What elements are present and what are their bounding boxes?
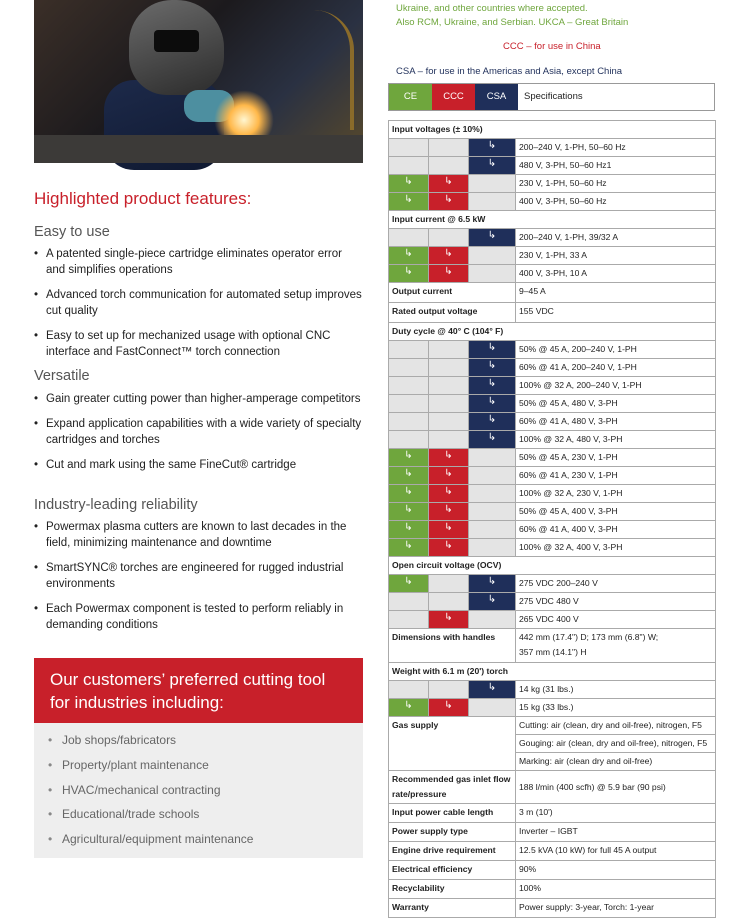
list-item: • HVAC/mechanical contracting: [34, 781, 363, 806]
spec-value: Cutting: air (clean, dry and oil-free), nitrogen, F5: [516, 717, 716, 735]
arrow-icon: ↳: [469, 681, 516, 699]
table-row: [389, 629, 716, 663]
spec-value: [516, 629, 716, 663]
spec-label: Electrical efficiency: [389, 861, 516, 880]
industries-box: [34, 723, 363, 858]
section-title-reliability: Industry-leading reliability: [34, 497, 198, 513]
arrow-icon: ↳: [429, 699, 469, 717]
banner-line-2: for industries including:: [50, 693, 224, 712]
spec-value: Power supply: 3-year, Torch: 1-year: [516, 899, 716, 918]
table-row: [389, 593, 716, 611]
arrow-icon: ↳: [389, 247, 429, 265]
table-row: [389, 539, 716, 557]
arrow-icon: ↳: [469, 229, 516, 247]
spec-value: 100% @ 32 A, 230 V, 1-PH: [516, 485, 716, 503]
arrow-icon: ↳: [429, 175, 469, 193]
versatile-list: [34, 391, 364, 482]
spec-value: 100% @ 32 A, 200–240 V, 1-PH: [516, 377, 716, 395]
table-row: [389, 395, 716, 413]
table-row: [389, 341, 716, 359]
spec-label: Input power cable length: [389, 804, 516, 823]
arrow-icon: ↳: [389, 503, 429, 521]
table-row: [389, 699, 716, 717]
easy-to-use-list: [34, 246, 364, 369]
table-row: [389, 823, 716, 842]
arrow-icon: ↳: [429, 265, 469, 283]
arrow-icon: ↳: [469, 341, 516, 359]
ce-cert-line-1: Ukraine, and other countries where accepted.: [396, 3, 588, 14]
arrow-icon: ↳: [469, 431, 516, 449]
spec-label: Weight with 6.1 m (20') torch: [389, 663, 716, 681]
table-row: [389, 575, 716, 593]
reliability-list: [34, 519, 364, 642]
list-item: • A patented single-piece cartridge eliminates operator error and simplifies operations: [34, 246, 364, 278]
cert-legend: [388, 83, 715, 111]
arrow-icon: ↳: [469, 413, 516, 431]
table-row: [389, 139, 716, 157]
csa-cert-text: CSA – for use in the Americas and Asia, except China: [396, 66, 623, 77]
arrow-icon: ↳: [429, 539, 469, 557]
table-row: [389, 449, 716, 467]
table-row: [389, 880, 716, 899]
spec-label: [389, 771, 516, 804]
specifications-table: [388, 120, 716, 918]
spec-value: 60% @ 41 A, 480 V, 3-PH: [516, 413, 716, 431]
spec-value: 230 V, 1-PH, 33 A: [516, 247, 716, 265]
spec-value: 480 V, 3-PH, 50–60 Hz1: [516, 157, 716, 175]
features-title: Highlighted product features:: [34, 189, 252, 208]
arrow-icon: ↳: [389, 175, 429, 193]
spec-label: Recyclability: [389, 880, 516, 899]
spec-value: 155 VDC: [516, 303, 716, 323]
spec-value: 14 kg (31 lbs.): [516, 681, 716, 699]
arrow-icon: ↳: [389, 193, 429, 211]
spec-label-line: Recommended gas inlet flow: [392, 774, 511, 784]
section-title-versatile: Versatile: [34, 368, 90, 384]
table-row: [389, 157, 716, 175]
arrow-icon: ↳: [429, 611, 469, 629]
legend-specifications: Specifications: [524, 91, 583, 102]
table-row: [389, 681, 716, 699]
spec-label: Open circuit voltage (OCV): [389, 557, 716, 575]
arrow-icon: ↳: [469, 359, 516, 377]
spec-label: Input current @ 6.5 kW: [389, 211, 716, 229]
list-item: • Educational/trade schools: [34, 805, 363, 830]
legend-ce: CE: [389, 84, 432, 110]
spec-label: Dimensions with handles: [389, 629, 516, 663]
industries-list: [34, 723, 363, 855]
table-row: [389, 193, 716, 211]
arrow-icon: ↳: [389, 521, 429, 539]
spec-label-line: rate/pressure: [392, 789, 447, 799]
spec-value: Gouging: air (clean, dry and oil-free), nitrogen, F5: [516, 735, 716, 753]
table-row: [389, 485, 716, 503]
spec-value: 275 VDC 480 V: [516, 593, 716, 611]
spec-label: Duty cycle @ 40° C (104° F): [389, 323, 716, 341]
spec-value: 275 VDC 200–240 V: [516, 575, 716, 593]
table-row: [389, 663, 716, 681]
arrow-icon: ↳: [469, 395, 516, 413]
list-item: • Easy to set up for mechanized usage with optional CNC interface and FastConnect™ torch connection: [34, 328, 364, 360]
arrow-icon: ↳: [389, 467, 429, 485]
spec-value-line: 357 mm (14.1") H: [519, 647, 587, 657]
table-row: [389, 121, 716, 139]
spec-value: 50% @ 45 A, 400 V, 3-PH: [516, 503, 716, 521]
spec-value: 100% @ 32 A, 400 V, 3-PH: [516, 539, 716, 557]
table-row: [389, 521, 716, 539]
spec-value: 12.5 kVA (10 kW) for full 45 A output: [516, 842, 716, 861]
arrow-icon: ↳: [469, 139, 516, 157]
spec-label: Engine drive requirement: [389, 842, 516, 861]
spec-label: Gas supply: [389, 717, 516, 771]
table-row: [389, 771, 716, 804]
spec-value: 200–240 V, 1-PH, 50–60 Hz: [516, 139, 716, 157]
list-item: • Each Powermax component is tested to perform reliably in demanding conditions: [34, 601, 364, 633]
arrow-icon: ↳: [389, 485, 429, 503]
list-item: • Agricultural/equipment maintenance: [34, 830, 363, 855]
spec-value: 200–240 V, 1-PH, 39/32 A: [516, 229, 716, 247]
list-item: • Property/plant maintenance: [34, 756, 363, 781]
table-row: [389, 804, 716, 823]
banner-line-1: Our customers’ preferred cutting tool: [50, 670, 326, 689]
arrow-icon: ↳: [389, 539, 429, 557]
table-row: [389, 861, 716, 880]
arrow-icon: ↳: [469, 157, 516, 175]
section-title-easy-to-use: Easy to use: [34, 224, 110, 240]
legend-csa: CSA: [475, 84, 518, 110]
list-item: • SmartSYNC® torches are engineered for rugged industrial environments: [34, 560, 364, 592]
table-row: [389, 717, 716, 735]
legend-ccc: CCC: [432, 84, 475, 110]
table-row: [389, 359, 716, 377]
list-item: • Expand application capabilities with a wide variety of specialty cartridges and torches: [34, 416, 364, 448]
arrow-icon: ↳: [429, 485, 469, 503]
list-item: • Job shops/fabricators: [34, 731, 363, 756]
ccc-cert-text: CCC – for use in China: [503, 41, 601, 52]
spec-value: 50% @ 45 A, 200–240 V, 1-PH: [516, 341, 716, 359]
spec-label: Output current: [389, 283, 516, 303]
arrow-icon: ↳: [429, 467, 469, 485]
spec-value: 265 VDC 400 V: [516, 611, 716, 629]
table-row: [389, 323, 716, 341]
welder-photo: [34, 0, 363, 163]
spec-label: Rated output voltage: [389, 303, 516, 323]
spec-value: 9–45 A: [516, 283, 716, 303]
industries-banner: [34, 658, 363, 723]
spec-value: 60% @ 41 A, 230 V, 1-PH: [516, 467, 716, 485]
ce-cert-line-2: Also RCM, Ukraine, and Serbian. UKCA – Great Britain: [396, 17, 629, 28]
table-row: [389, 247, 716, 265]
table-row: [389, 303, 716, 323]
table-row: [389, 503, 716, 521]
spec-value: 15 kg (33 lbs.): [516, 699, 716, 717]
table-row: [389, 413, 716, 431]
table-row: [389, 211, 716, 229]
arrow-icon: ↳: [429, 503, 469, 521]
table-row: [389, 283, 716, 303]
table-row: [389, 431, 716, 449]
arrow-icon: ↳: [389, 699, 429, 717]
table-row: [389, 175, 716, 193]
spec-label: Power supply type: [389, 823, 516, 842]
table-row: [389, 899, 716, 918]
spec-value: 50% @ 45 A, 480 V, 3-PH: [516, 395, 716, 413]
arrow-icon: ↳: [429, 193, 469, 211]
list-item: • Cut and mark using the same FineCut® cartridge: [34, 457, 364, 473]
arrow-icon: ↳: [469, 593, 516, 611]
arrow-icon: ↳: [429, 521, 469, 539]
spec-value: Inverter – IGBT: [516, 823, 716, 842]
spec-label: Input voltages (± 10%): [389, 121, 716, 139]
spec-value: 400 V, 3-PH, 10 A: [516, 265, 716, 283]
arrow-icon: ↳: [469, 377, 516, 395]
spec-value-line: 442 mm (17.4") D; 173 mm (6.8") W;: [519, 632, 659, 642]
arrow-icon: ↳: [389, 449, 429, 467]
arrow-icon: ↳: [429, 247, 469, 265]
table-row: [389, 842, 716, 861]
table-row: [389, 557, 716, 575]
spec-value: 50% @ 45 A, 230 V, 1-PH: [516, 449, 716, 467]
list-item: • Advanced torch communication for automated setup improves cut quality: [34, 287, 364, 319]
arrow-icon: ↳: [389, 265, 429, 283]
spec-value: 100% @ 32 A, 480 V, 3-PH: [516, 431, 716, 449]
list-item: • Gain greater cutting power than higher-amperage competitors: [34, 391, 364, 407]
spec-value: 100%: [516, 880, 716, 899]
spec-value: 188 l/min (400 scfh) @ 5.9 bar (90 psi): [516, 771, 716, 804]
table-row: [389, 377, 716, 395]
list-item: • Powermax plasma cutters are known to last decades in the field, minimizing maintenance and downtime: [34, 519, 364, 551]
spec-value: 90%: [516, 861, 716, 880]
arrow-icon: ↳: [429, 449, 469, 467]
spec-value: 400 V, 3-PH, 50–60 Hz: [516, 193, 716, 211]
table-row: [389, 229, 716, 247]
spec-value: 60% @ 41 A, 200–240 V, 1-PH: [516, 359, 716, 377]
spec-value: Marking: air (clean dry and oil-free): [516, 753, 716, 771]
spec-value: 60% @ 41 A, 400 V, 3-PH: [516, 521, 716, 539]
arrow-icon: ↳: [389, 575, 429, 593]
table-row: [389, 265, 716, 283]
table-row: [389, 467, 716, 485]
spec-value: 3 m (10'): [516, 804, 716, 823]
table-row: [389, 611, 716, 629]
arrow-icon: ↳: [469, 575, 516, 593]
spec-label: Warranty: [389, 899, 516, 918]
spec-value: 230 V, 1-PH, 50–60 Hz: [516, 175, 716, 193]
